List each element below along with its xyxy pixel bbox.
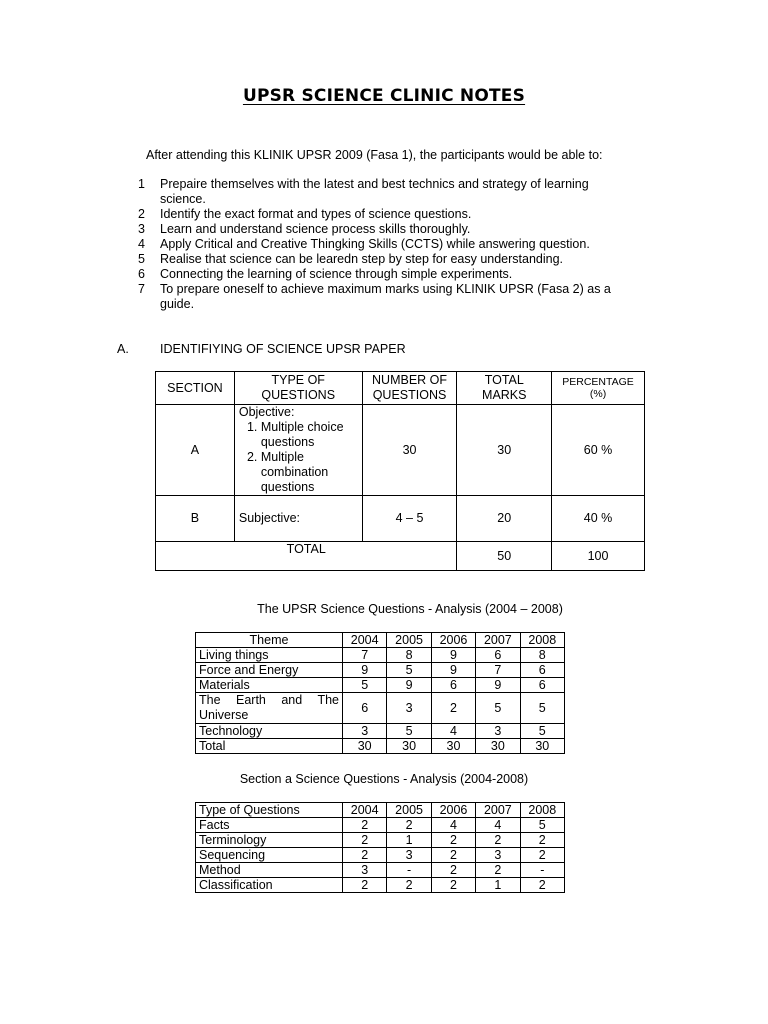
list-item: 3 Learn and understand science process skills thoroughly. <box>138 222 471 236</box>
table-row: Method 3 - 2 2 - <box>196 863 565 878</box>
list-item: 6 Connecting the learning of science through simple experiments. <box>138 267 513 281</box>
question-type-analysis-table <box>195 802 565 893</box>
header-section: SECTION <box>156 372 235 405</box>
table-row: Terminology 2 1 2 2 2 <box>196 833 565 848</box>
analysis-caption: The UPSR Science Questions - Analysis (2004 – 2008) <box>257 602 563 616</box>
table-row: Classification 2 2 2 1 2 <box>196 878 565 893</box>
table-total-row: TOTAL 50 100 <box>156 542 645 571</box>
objectives-list <box>138 177 618 312</box>
list-item: 1 Prepaire themselves with the latest and best technics and strategy of learning science. <box>138 177 589 206</box>
table-row: Facts 2 2 4 4 5 <box>196 818 565 833</box>
header-type: TYPE OF QUESTIONS <box>234 372 362 405</box>
theme-analysis-table <box>195 632 565 754</box>
table-header-row <box>156 372 645 405</box>
section-title: IDENTIFIYING OF SCIENCE UPSR PAPER <box>160 342 406 356</box>
intro-text: After attending this KLINIK UPSR 2009 (Fasa 1), the participants would be able to: <box>146 148 603 162</box>
table-header-row: Theme 2004 2005 2006 2007 2008 <box>196 633 565 648</box>
table-row: Total 30 30 30 30 30 <box>196 739 565 754</box>
list-item: 5 Realise that science can be learedn step by step for easy understanding. <box>138 252 564 266</box>
list-item: 2 Identify the exact format and types of science questions. <box>138 207 472 221</box>
table-row: Technology 3 5 4 3 5 <box>196 724 565 739</box>
table-row: Sequencing 2 3 2 3 2 <box>196 848 565 863</box>
page-title: UPSR SCIENCE CLINIC NOTES <box>242 86 526 106</box>
table-row: Materials 5 9 6 9 6 <box>196 678 565 693</box>
table-row: The Earth and The Universe 6 3 2 5 5 <box>196 693 565 724</box>
list-item: 4 Apply Critical and Creative Thingking Skills (CCTS) while answering question. <box>138 237 590 251</box>
table-row: Force and Energy 9 5 9 7 6 <box>196 663 565 678</box>
header-percentage: PERCENTAGE (%) <box>552 372 645 405</box>
table-row: A Objective: 1. Multiple choice questions 2. Multiple combination questions 30 30 60 % <box>156 405 645 496</box>
header-number: NUMBER OF QUESTIONS <box>362 372 457 405</box>
section-heading <box>117 342 406 356</box>
table-row: Living things 7 8 9 6 8 <box>196 648 565 663</box>
type-cell: Objective: 1. Multiple choice questions 2. Multiple combination questions <box>234 405 362 496</box>
section-letter: A. <box>117 342 129 356</box>
table-header-row: Type of Questions 2004 2005 2006 2007 2008 <box>196 803 565 818</box>
table-row: B Subjective: 4 – 5 20 40 % <box>156 496 645 542</box>
header-total: TOTAL MARKS <box>457 372 552 405</box>
analysis-caption: Section a Science Questions - Analysis (2004-2008) <box>239 772 529 786</box>
paper-format-table <box>155 371 645 571</box>
list-item: 7 To prepare oneself to achieve maximum marks using KLINIK UPSR (Fasa 2) as a guide. <box>138 282 611 311</box>
